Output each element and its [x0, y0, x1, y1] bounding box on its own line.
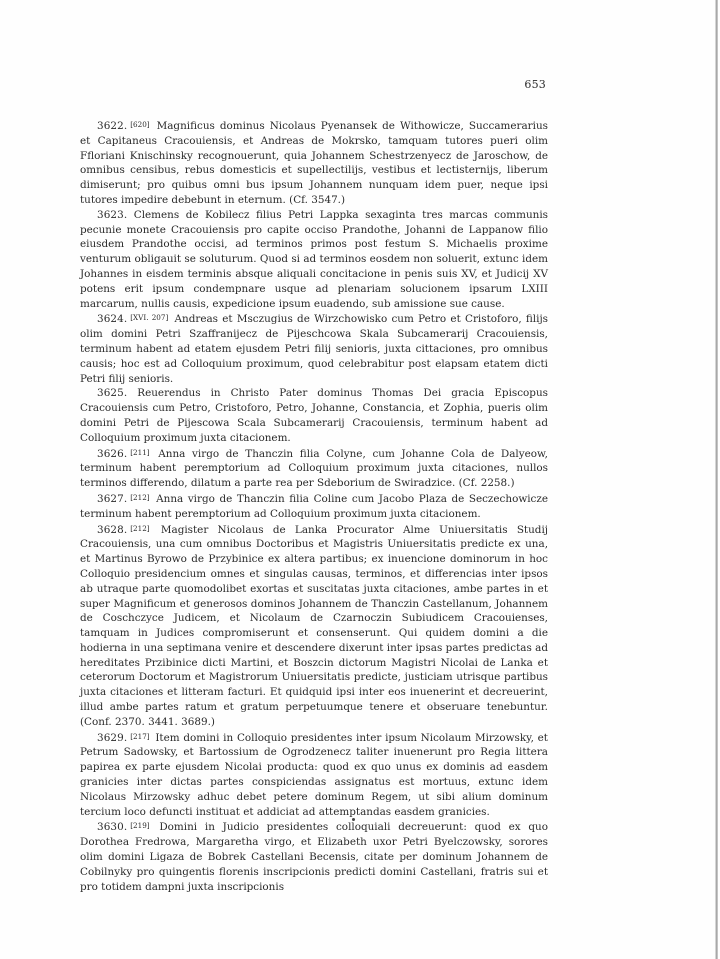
text-block — [80, 118, 548, 894]
entry-number: 3630. — [97, 821, 128, 834]
entry-3624 — [80, 311, 548, 386]
ink-dot — [352, 818, 355, 821]
entry-note: [219] — [130, 821, 150, 831]
entry-note: [217] — [130, 731, 150, 741]
entry-number: 3626. — [97, 447, 128, 460]
entry-text: Anna virgo de Thanczin filia Coline cum Jacobo Plaza de Seczechowicze terminum habent peremptorium ad Colloquium proximum juxta citacionem. — [80, 492, 548, 520]
entry-3630 — [80, 819, 548, 894]
entry-3623 — [80, 208, 548, 312]
entry-text: Reuerendus in Christo Pater dominus Thomas Dei gracia Episcopus Cracouiensis cum Petro, Cristoforo, Petro, Johanne, Constancia, et Zophia, pueris olim domini Petri de Pijescowa Scala Subcamerarij Cracouiensis, terminum habent ad Colloquium proximum juxta citacionem. — [80, 387, 548, 444]
entry-text: Andreas et Msczugius de Wirzchowisko cum Petro et Cristoforo, filijs olim domini Petri Szaffranijecz de Pijeschcowa Skala Subcamerarij Cracouiensis, terminum habent ad etatem ejusdem Petri filij senioris, juxta cittaciones, pro omnibus causis; hoc est ad Colloquium proximum, quod celebrabitur post elapsam etatem dicti Petri filij senioris. — [80, 313, 549, 385]
entry-text: Clemens de Kobilecz filius Petri Lappka sexaginta tres marcas communis pecunie monete Cracouiensis pro capite occiso Prandothe, Johanni de Lappanow filio eiusdem Prandothe occisi, ad terminos primos post festum S. Michaelis proxime venturum obligauit se soluturum. Quod si ad terminos eosdem non soluerit, extunc idem Johannes in eisdem terminis absque aliquali concitacione in penis suis XV, et Judicij XV potens erit ipsum condempnare usque ad plenariam solucionem ipsarum LXIII marcarum, nullis causis, expedicione ipsum euadendo, sub amissione sue cause. — [80, 208, 548, 310]
entry-3627 — [80, 491, 548, 522]
entry-3625 — [80, 386, 548, 445]
entry-text: Anna virgo de Thanczin filia Colyne, cum Johanne Cola de Dalyeow, terminum habent peremptorium ad Colloquium proximum juxta citaciones, nullos terminos differendo, dilatum a parte rea per Sdeborium de Swiradzice. — [80, 447, 548, 490]
entry-number: 3622. — [97, 120, 128, 132]
entry-note: [620] — [130, 120, 150, 129]
entry-number: 3629. — [97, 731, 128, 744]
entry-number: 3625. — [97, 387, 128, 400]
entry-note: [211] — [130, 447, 150, 457]
entry-number: 3628. — [97, 523, 128, 536]
entry-note: [XVI. 207] — [130, 313, 169, 323]
page-number: 653 — [524, 78, 546, 91]
entry-note: [212] — [130, 523, 150, 533]
entry-text: Magnificus dominus Nicolaus Pyenansek de Withowicze, Succamerarius et Capitaneus Cracouiensis, et Andreas de Mokrsko, tamquam tutores pueri olim Ffloriani Knischinsky recognouerunt, quia Johannem Schestrzenyecz de Jaroschow, de omnibus censibus, rebus domesticis et supellectilijs, vestibus et lectisternijs, liberum dimiserunt; pro quibus omni bus ipsum Johannem nunquam idem puer, neque ipsi tutores impedire debebunt in eternum. — [80, 120, 548, 206]
entry-reference: (Conf. 2370. 3441. 3689.) — [80, 715, 215, 728]
entry-text: Magister Nicolaus de Lanka Procurator Alme Uniuersitatis Studij Cracouiensis, una cum omnibus Doctoribus et Magistris Uniuersitatis predicte ex una, et Martinus Byrowo de Przybinice ex altera partibus; ex inuencione dominorum in hoc Colloquio presidencium omnes et singulas causas, terminos, et differencias inter ipsos ab utraque parte quomodolibet exortas et suscitatas juxta citaciones, ambe partes in et super Magnificum et generosos dominos Johannem de Thanczin Castellanum, Johannem de Coschczyce Judicem, et Nicolaum de Czarnoczin Subiudicem Cracouienses, tamquam in Judices compromiserunt et consenserunt. Qui quidem domini a die hodierna in una septimana venire et descendere dixerunt inter ipsas partes predictas ad hereditates Przibinice dicti Martini, et Boszcin dictorum Magistri Nicolai de Lanka et ceterorum Doctorum et Magistrorum Uniuersitatis predicte, justiciam utrisque partibus juxta citaciones et litteram facturi. Et quidquid ipsi inter eos inuenerint et decreuerint, illud ambe partes ratum et gratum perpetuumque tenere et obseruare tenebuntur. — [80, 523, 548, 714]
entry-number: 3624. — [97, 313, 128, 326]
page-edge-shadow — [715, 0, 718, 959]
entry-reference: (Cf. 2258.) — [458, 477, 515, 490]
entry-number: 3623. — [97, 208, 128, 221]
entry-3629 — [80, 730, 548, 820]
entry-3626 — [80, 446, 548, 491]
entry-note: [212] — [130, 492, 150, 502]
entry-3622 — [80, 118, 548, 208]
entry-3628 — [80, 522, 548, 730]
entry-number: 3627. — [97, 492, 128, 505]
entry-text: Item domini in Colloquio presidentes inter ipsum Nicolaum Mirzowsky, et Petrum Sadowsky, et Bartossium de Ogrodzenecz taliter inuenerunt pro Regia littera papirea ex parte ejusdem Nicolai producta: quod ex quo unus ex dominis ad easdem granicies inter dictas partes conspiciendas assignatus est mortuus, extunc idem Nicolaus Mirzowsky adhuc debet petere dominum Regem, ut sibi alium dominum tercium loco defuncti instituat et addiciat ad attemptandas easdem granicies. — [80, 731, 548, 818]
entry-text: Domini in Judicio presidentes colloquiali decreuerunt: quod ex quo Dorothea Fredrowa, Margaretha virgo, et Elizabeth uxor Petri Byelczowsky, sorores olim domini Ligaza de Bobrek Castellani Becensis, citate per dominum Johannem de Cobilnyky pro quingentis florenis inscripcionis predicti domini Castellani, fratris sui et pro totidem dampni juxta inscripcionis — [80, 821, 548, 893]
entry-reference: (Cf. 3547.) — [289, 193, 346, 206]
